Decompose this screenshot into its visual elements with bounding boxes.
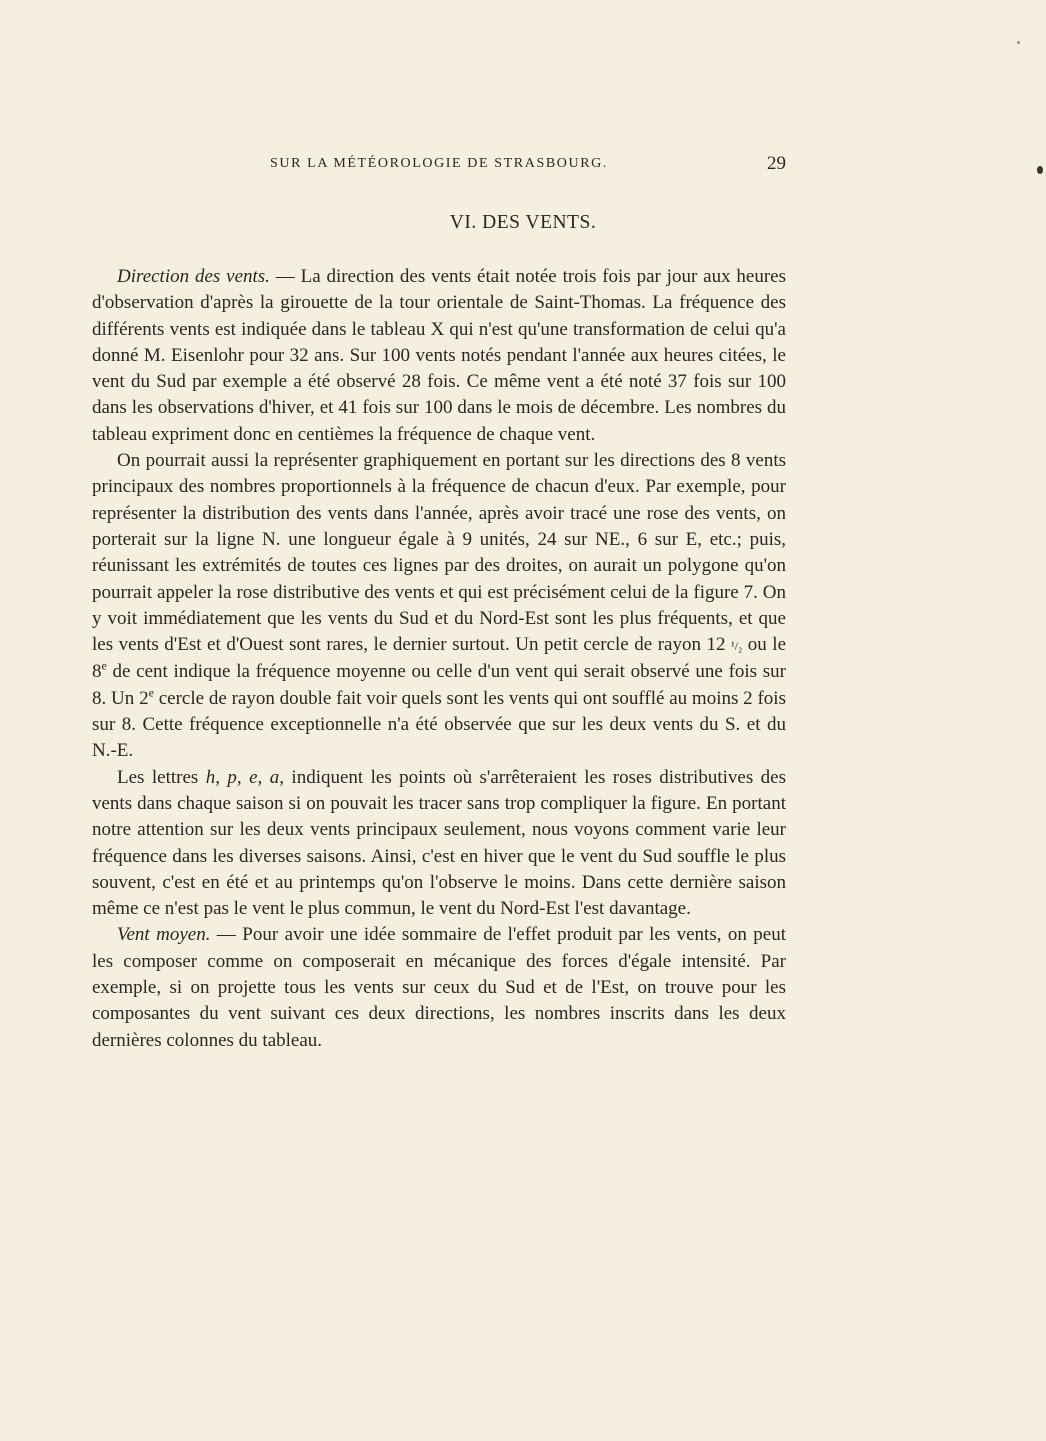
paragraph-lead: Direction des vents. — [117, 266, 270, 287]
margin-speck — [1017, 41, 1020, 44]
paragraph-vent-moyen — [92, 922, 786, 1053]
season-letters: h, p, e, a, — [205, 766, 284, 788]
paragraph-text: indiquent les points où s'arrêteraient les roses distributives des vents dans chaque saison si on pouvait les tracer sans trop compliquer la figure. En portant notre attention sur les deux vents principaux seulement, nous voyons comment varie leur fréquence dans les diverses saisons. Ainsi, c'est en hiver que le vent du Sud souffle le plus souvent, c'est en été et au printemps qu'on l'observe le moins. Dans cette dernière saison même ce n'est pas le vent le plus commun, le vent du Nord-Est l'est davantage. — [92, 766, 786, 920]
paragraph-saisons — [92, 765, 786, 923]
paragraph-text: ou le 8 — [92, 634, 786, 683]
paragraph-rose-distributive — [92, 448, 786, 765]
paragraph-text: On pourrait aussi la représenter graphiquement en portant sur les directions des 8 vents principaux des nombres proportionnels à la fréquence de chacun d'eux. Par exemple, pour représenter la distribution des vents dans l'année, après avoir tracé une rose des vents, on porterait sur la ligne N. une longueur égale à 9 unités, 24 sur NE., 6 sur E, etc.; puis, réunissant les extrémités de toutes ces lignes par des droites, on aurait un polygone qu'on pourrait appeler la rose distributive des vents et qui est précisément celui de la figure 7. On y voit immédiatement que les vents du Sud et du Nord-Est sont les plus fréquents, et que les vents d'Est et d'Ouest sont rares, le dernier surtout. Un petit cercle de rayon 12 — [92, 450, 786, 656]
body-text — [92, 264, 786, 1054]
paragraph-text: de cent indique la fréquence moyenne ou celle d'un vent qui serait observé une fois sur 8. Un 2 — [92, 661, 786, 709]
paragraph-text: — Pour avoir une idée sommaire de l'effet produit par les vents, on peut les composer comme on composerait en mécanique des forces d'égale intensité. Par exemple, si on projette tous les vents sur ceux du Sud et de l'Est, on trouve pour les composantes du vent suivant ces deux directions, les nombres inscrits dans les deux dernières colonnes du tableau. — [92, 924, 786, 1051]
fraction: ¹/₂ — [731, 639, 743, 654]
superscript: e — [101, 659, 107, 674]
paragraph-text: cercle de rayon double fait voir quels sont les vents qui ont soufflé au moins 2 fois sur 8. Cette fréquence exceptionnelle n'a été observée que sur les deux vents du S. et du N.-E. — [92, 687, 786, 762]
margin-speck — [1037, 166, 1043, 174]
page-number: 29 — [767, 153, 786, 174]
section-title: VI. DES VENTS. — [449, 212, 597, 233]
paragraph-text: — La direction des vents était notée trois fois par jour aux heures d'observation d'après la girouette de la tour orientale de Saint-Thomas. La fréquence des différents vents est indiquée dans le tableau X qui n'est qu'une transformation de celui qu'a donné M. Eisenlohr pour 32 ans. Sur 100 vents notés pendant l'année aux heures citées, le vent du Sud par exemple a été observé 28 fois. Ce même vent a été noté 37 fois sur 100 dans les observations d'hiver, et 41 fois sur 100 dans le mois de décembre. Les nombres du tableau expriment donc en centièmes la fréquence de chaque vent. — [92, 266, 787, 445]
paragraph-text: Les lettres — [117, 766, 206, 788]
running-head: SUR LA MÉTÉOROLOGIE DE STRASBOURG. — [270, 156, 608, 171]
superscript: e — [148, 685, 154, 700]
paragraph-lead: Vent moyen. — [117, 924, 211, 946]
paragraph-direction-des-vents — [92, 264, 786, 448]
page-header — [92, 154, 786, 176]
